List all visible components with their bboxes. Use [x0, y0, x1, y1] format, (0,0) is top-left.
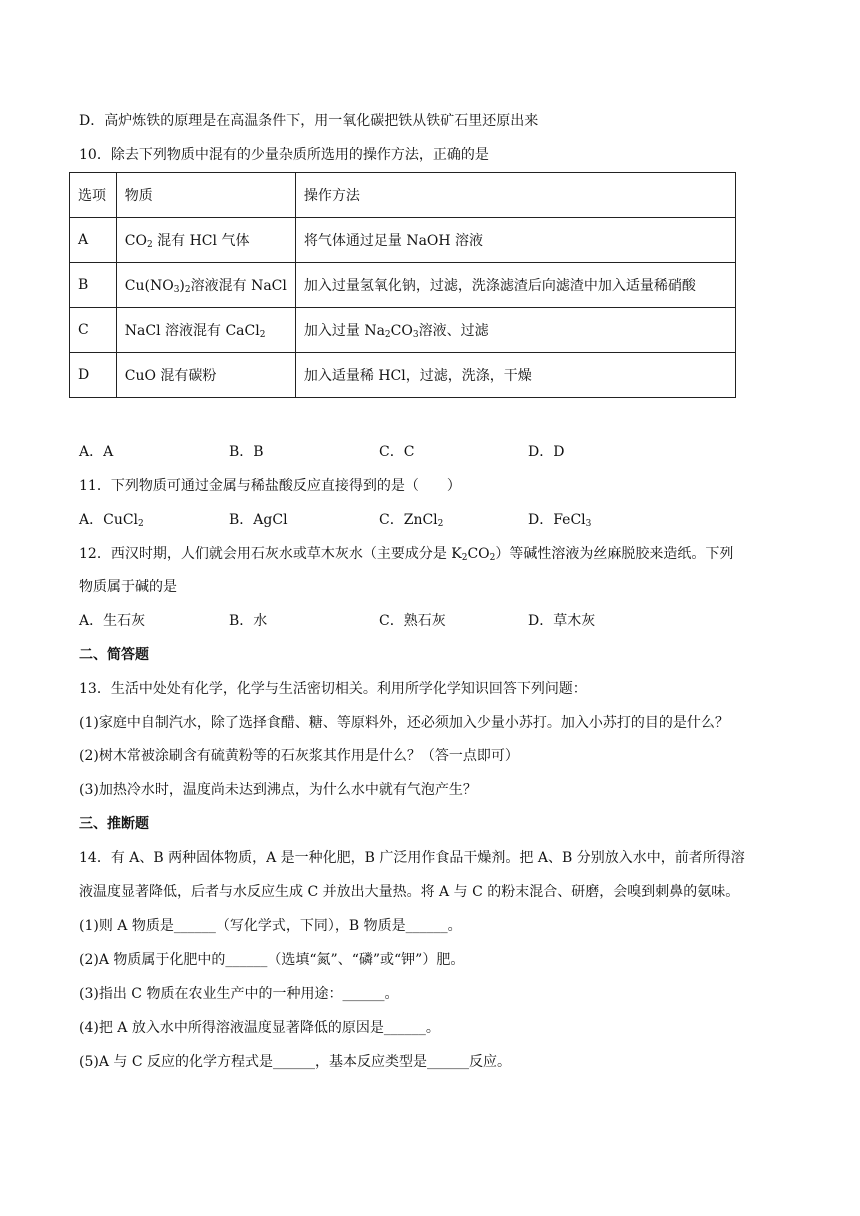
q10-options [79, 442, 779, 462]
q10-option-b: B．B [229, 444, 264, 460]
q10-option-c: C．C [379, 444, 415, 460]
row-substance: NaCl 溶液混有 CaCl$_2$ [116, 308, 295, 353]
row-option: A [70, 218, 117, 263]
q11-option-c: C．ZnCl$_2$ [379, 512, 444, 529]
section-title-inference: 三、推断题 [79, 816, 149, 832]
row-option: C [70, 308, 117, 353]
row-substance: $Cu(NO_3)_2$溶液混有 NaCl [116, 263, 295, 308]
q11-option-a: A．CuCl$_2$ [79, 512, 144, 529]
header-option: 选项 [70, 173, 117, 218]
q11-option-b: B．AgCl [229, 512, 288, 528]
q12-option-b: B．水 [229, 613, 268, 629]
q12-stem-line1: 12．西汉时期，人们就会用石灰水或草木灰水（主要成分是 $K_2CO_2$）等碱性溶液为丝麻脱胶来造纸。下列 [79, 546, 734, 563]
q14-stem-line2: 液温度显著降低，后者与水反应生成 C 并放出大量热。将 A 与 C 的粉末混合、研磨，会嗅到刺鼻的氨味。 [79, 884, 740, 900]
q14-stem-line1: 14．有 A、B 两种固体物质，A 是一种化肥，B 广泛用作食品干燥剂。把 A、B 分别放入水中，前者所得溶 [79, 850, 745, 866]
q11-option-d: D．FeCl$_3$ [528, 512, 592, 529]
row-option: D [70, 353, 117, 398]
table-header-row [70, 173, 736, 218]
row-option: B [70, 263, 117, 308]
q14-part1: (1)则 A 物质是______（写化学式，下同），B 物质是______。 [79, 918, 462, 934]
q10-stem: 10．除去下列物质中混有的少量杂质所选用的操作方法，正确的是 [79, 147, 489, 163]
row-method: 将气体通过足量 NaOH 溶液 [295, 218, 735, 263]
table-row [70, 353, 736, 398]
row-method: 加入过量氢氧化钠，过滤，洗涤滤渣后向滤渣中加入适量稀硝酸 [295, 263, 735, 308]
table-row [70, 263, 736, 308]
q10-option-d: D．D [528, 444, 565, 460]
section-title-short-answer: 二、简答题 [79, 647, 149, 663]
q12-options [79, 611, 779, 631]
q13-part3: (3)加热冷水时，温度尚未达到沸点，为什么水中就有气泡产生？ [79, 782, 477, 798]
q13-part1: (1)家庭中自制汽水，除了选择食醋、糖、等原料外，还必须加入少量小苏打。加入小苏打的目的是什么？ [79, 715, 729, 731]
row-substance: $CO_2$ 混有 HCl 气体 [116, 218, 295, 263]
header-substance: 物质 [116, 173, 295, 218]
q11-stem: 11．下列物质可通过金属与稀盐酸反应直接得到的是（ ） [79, 478, 461, 494]
q12-option-c: C．熟石灰 [379, 613, 446, 629]
q10-option-a: A．A [79, 444, 114, 460]
q12-stem-line2: 物质属于碱的是 [79, 579, 177, 595]
q9-option-d: D．高炉炼铁的原理是在高温条件下，用一氧化碳把铁从铁矿石里还原出来 [79, 113, 539, 129]
q14-part5: (5)A 与 C 反应的化学方程式是______，基本反应类型是______反应。 [79, 1054, 512, 1070]
table-row [70, 218, 736, 263]
table-row [70, 308, 736, 353]
header-method: 操作方法 [295, 173, 735, 218]
row-substance: CuO 混有碳粉 [116, 353, 295, 398]
q12-option-a: A．生石灰 [79, 613, 146, 629]
q13-part2: (2)树木常被涂刷含有硫黄粉等的石灰浆其作用是什么？（答一点即可） [79, 748, 519, 764]
q14-part3: (3)指出 C 物质在农业生产中的一种用途：______。 [79, 986, 399, 1002]
q14-part4: (4)把 A 放入水中所得溶液温度显著降低的原因是______。 [79, 1020, 440, 1036]
q14-part2: (2)A 物质属于化肥中的______（选填“氮”、“磷”或“钾”）肥。 [79, 952, 465, 968]
q11-options [79, 510, 779, 530]
q10-table [69, 172, 736, 398]
row-method: 加入过量 $Na_2CO_3$溶液、过滤 [295, 308, 735, 353]
q12-option-d: D．草木灰 [528, 613, 596, 629]
row-method: 加入适量稀 HCl，过滤，洗涤，干燥 [295, 353, 735, 398]
q13-stem: 13．生活中处处有化学，化学与生活密切相关。利用所学化学知识回答下列问题： [79, 681, 587, 697]
